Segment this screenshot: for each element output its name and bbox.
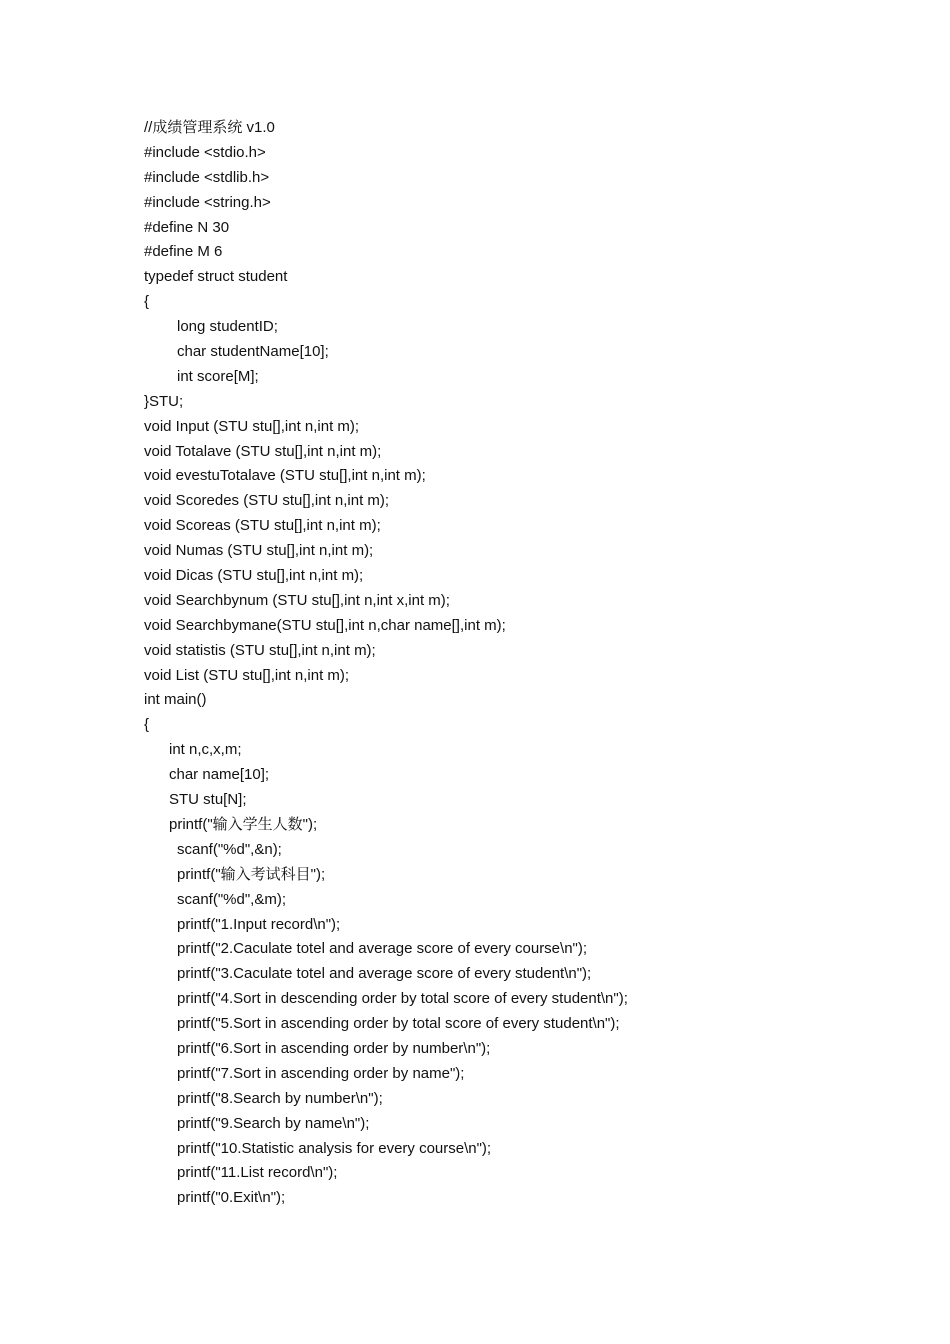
- code-line: #include <string.h>: [144, 193, 271, 211]
- code-line: void Dicas (STU stu[],int n,int m);: [144, 567, 364, 585]
- code-line: void List (STU stu[],int n,int m);: [144, 666, 350, 684]
- code-line: void statistis (STU stu[],int n,int m);: [144, 641, 376, 659]
- code-line: int score[M];: [177, 367, 259, 385]
- code-line: printf("6.Sort in ascending order by number\n");: [177, 1039, 491, 1057]
- code-line: printf("3.Caculate totel and average score of every student\n");: [177, 965, 592, 983]
- code-line: int main(): [144, 691, 207, 709]
- code-line: #include <stdlib.h>: [144, 168, 270, 186]
- code-line: printf("1.Input record\n");: [177, 915, 341, 933]
- code-line: printf("2.Caculate totel and average score of every course\n");: [177, 940, 588, 958]
- code-line: int n,c,x,m;: [169, 741, 242, 759]
- code-line: #define M 6: [144, 243, 223, 261]
- code-line: #include <stdio.h>: [144, 143, 266, 161]
- code-line: void Numas (STU stu[],int n,int m);: [144, 542, 374, 560]
- code-line: void Searchbynum (STU stu[],int n,int x,int m);: [144, 591, 450, 609]
- code-line: }STU;: [144, 392, 184, 410]
- code-line: void Searchbymane(STU stu[],int n,char name[],int m);: [144, 616, 506, 634]
- code-line: typedef struct student: [144, 268, 288, 286]
- code-line: scanf("%d",&n);: [177, 840, 282, 858]
- code-line: STU stu[N];: [169, 791, 247, 809]
- code-line: #define N 30: [144, 218, 230, 236]
- code-line: char name[10];: [169, 766, 270, 784]
- code-line: printf("7.Sort in ascending order by name");: [177, 1064, 465, 1082]
- code-listing: [144, 116, 924, 1211]
- code-line: printf("10.Statistic analysis for every course\n");: [177, 1139, 492, 1157]
- code-line: long studentID;: [177, 318, 278, 336]
- code-line: void evestuTotalave (STU stu[],int n,int m);: [144, 467, 426, 485]
- code-line: printf("11.List record\n");: [177, 1164, 338, 1182]
- code-line: void Scoreas (STU stu[],int n,int m);: [144, 517, 381, 535]
- code-line: printf("输入学生人数");: [169, 815, 318, 833]
- code-line: scanf("%d",&m);: [177, 890, 287, 908]
- code-line: printf("0.Exit\n");: [177, 1189, 286, 1207]
- code-line: printf("5.Sort in ascending order by total score of every student\n");: [177, 1015, 620, 1033]
- code-line: void Totalave (STU stu[],int n,int m);: [144, 442, 382, 460]
- code-line: {: [144, 716, 150, 734]
- code-line: //成绩管理系统 v1.0: [144, 119, 275, 136]
- code-line: {: [144, 293, 150, 311]
- code-line: void Scoredes (STU stu[],int n,int m);: [144, 492, 390, 510]
- code-line: void Input (STU stu[],int n,int m);: [144, 417, 360, 435]
- code-line: printf("9.Search by name\n");: [177, 1114, 370, 1132]
- code-line: printf("8.Search by number\n");: [177, 1089, 383, 1107]
- code-line: char studentName[10];: [177, 343, 329, 361]
- code-line: printf("4.Sort in descending order by total score of every student\n");: [177, 990, 628, 1008]
- code-line: printf("输入考试科目");: [177, 865, 326, 883]
